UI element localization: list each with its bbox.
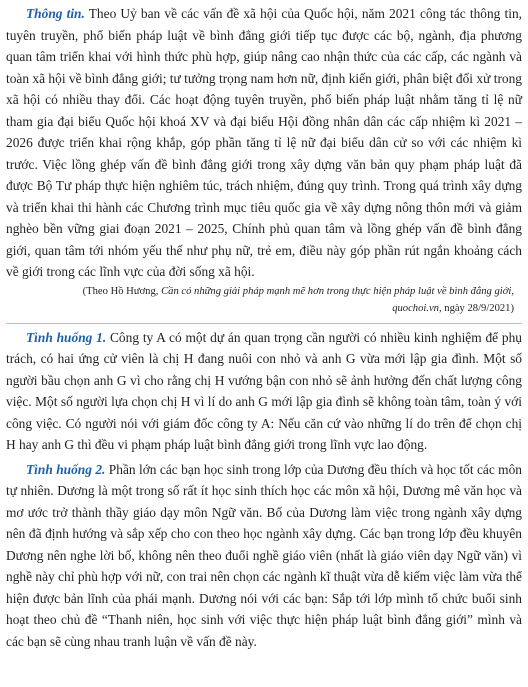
case2-paragraph — [6, 459, 522, 653]
source-date: , ngày 28/9/2021) — [438, 302, 514, 314]
case1-paragraph — [6, 327, 522, 456]
info-body: Theo Uỷ ban về các vấn đề xã hội của Quốc hội, năm 2021 công tác thông tin, tuyên truyền, phổ biến pháp luật về bình đẳng giới tiếp tục được các bộ, ngành, địa phương quan tâm triển khai với hình thức phù hợp, giúp nâng cao nhận thức của các cấp, các ngành và toàn xã hội về bình đẳng giới; tư tưởng trọng nam hơn nữ, định kiến giới, phân biệt đối xử trong xã hội có nhiều thay đổi. Các hoạt động tuyên truyền, phổ biến pháp luật nhằm tăng tỉ lệ nữ tham gia đại biểu Quốc hội khoá XV và đại biểu Hội đồng nhân dân các cấp nhiệm kì 2021 – 2026 được triển khai rộng khắp, góp phần tăng tỉ lệ nữ đại biểu dân cử so với các nhiệm kì trước. Việc lồng ghép vấn đề bình đẳng giới trong xây dựng văn bản quy phạm pháp luật đã được Bộ Tư pháp thực hiện nghiêm túc, trách nhiệm, đúng quy trình. Trong quá trình xây dựng và triển khai thi hành các Chương trình mục tiêu quốc gia về xây dựng nông thôn mới và giảm nghèo bền vững giai đoạn 2021 – 2025, Chính phủ quan tâm và lồng ghép vấn đề bình đẳng giới, quan tâm tới nhóm yếu thế như phụ nữ, trẻ em, điều này góp phần rút ngắn khoảng cách về giới trong các lĩnh vực của đời sống xã hội. — [6, 6, 522, 279]
section-divider — [6, 323, 522, 324]
case1-heading: Tình huống 1. — [26, 329, 107, 345]
case2-body: Phần lớn các bạn học sinh trong lớp của Dương đều thích và học tốt các môn tự nhiên. Dương là một trong số rất ít học sinh thích học các môn xã hội, Dương mê văn học và mơ ước trở thành thầy giáo dạy môn Ngữ văn. Bố của Dương làm việc trong ngành xây dựng nên đã định hướng và sắp xếp cho con theo học ngành xây dựng. Các bạn trong lớp đều khuyên Dương nên nghe lời bố, không nên theo đuổi nghề giáo viên (nhất là giáo viên dạy Ngữ văn) vì nghề này chỉ phù hợp với nữ, con trai nên chọn các ngành kĩ thuật vừa dễ kiếm việc làm vừa thể hiện được bản lĩnh của phái mạnh. Dương nói với các bạn: Sắp tới lớp mình tổ chức buổi sinh hoạt theo chủ đề “Thanh niên, học sinh với việc thực hiện pháp luật bình đẳng giới” mình và các bạn sẽ cùng nhau tranh luận về vấn đề này. — [6, 461, 522, 649]
info-heading: Thông tin. — [26, 6, 85, 21]
info-paragraph — [6, 3, 522, 283]
source-author: (Theo Hồ Hương, — [82, 285, 162, 297]
info-source — [6, 283, 522, 317]
textbook-page — [6, 3, 522, 652]
source-site: quochoi.vn — [392, 302, 439, 314]
case2-heading: Tình huống 2. — [26, 461, 106, 477]
case1-body: Công ty A có một dự án quan trọng cần người có nhiều kinh nghiệm để phụ trách, có hai ứng cử viên là chị H đang nuôi con nhỏ và anh G vừa mới lập gia đình. Một số người bầu chọn anh G vì cho rằng chị H vướng bận con nhỏ sẽ ảnh hưởng đến chất lượng công việc. Một số người lựa chọn chị H vì lí do anh G mới lập gia đình sẽ không toàn tâm, toàn ý với công việc. Có người nói với giám đốc công ty A: Nếu căn cứ vào những lí do trên để chọn chị H hay anh G thì đều vi phạm pháp luật bình đẳng giới trong lĩnh vực lao động. — [6, 329, 522, 452]
source-title: Cần có những giải pháp mạnh mẽ hơn trong thực hiện pháp luật về bình đẳng giới, — [161, 285, 514, 297]
